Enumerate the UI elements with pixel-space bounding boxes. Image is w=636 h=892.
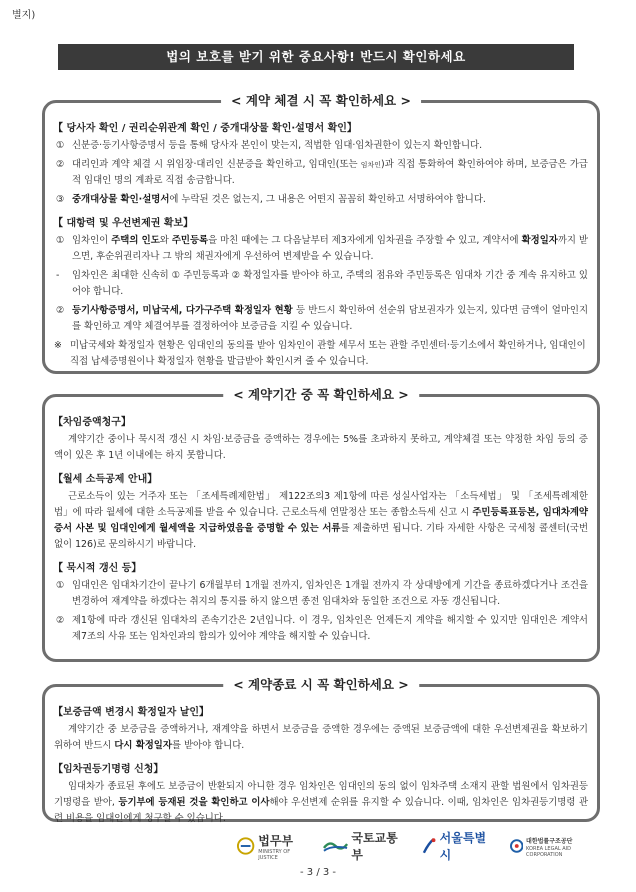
seoul-icon [421, 837, 436, 855]
subheading: 【보증금액 변경시 확정일자 날인】 [53, 707, 210, 718]
list-item [54, 613, 588, 645]
item-dash: - [56, 270, 60, 281]
list-item [54, 192, 588, 208]
list-item [54, 233, 588, 265]
paragraph: 임대차가 종료된 후에도 보증금이 반환되지 아니한 경우 임차인은 임대인의 동의 없이 임차주택 소재지 관할 법원에서 임차권등기명령을 받아, 등기부에 등재된 것을 확인하고 이사해야 우선변제 순위를 유지할 수 있습니다. 이때, 임차인은 임차권등기명령 관련 비용을 임대인에게 청구할 수 있습니다. [54, 781, 588, 824]
klac-logo: 대한법률구조공단 KOREA LEGAL AID CORPORATION [510, 835, 606, 858]
list-item [54, 138, 588, 154]
note-mark: ※ [54, 340, 62, 351]
note-text: 미납국세와 확정일자 현황은 임대인의 동의를 받아 임차인이 관할 세무서 또는 관할 주민센터·등기소에서 확인하거나, 임대인이 직접 납세증명원이나 확정일자 현황을 발급받아 확인시켜 줄 수 있습니다. [70, 340, 586, 367]
paragraph: 계약기간 중 보증금을 증액하거나, 재계약을 하면서 보증금을 증액한 경우에는 증액된 보증금액에 대한 우선변제권을 확보하기 위하여 반드시 다시 확정일자를 받아야 합니다. [54, 724, 588, 751]
page-banner: 법의 보호를 받기 위한 중요사항! 반드시 확인하세요 [58, 44, 574, 70]
logo-strip [236, 832, 606, 860]
molit-icon [323, 839, 348, 853]
page-number: - 3 / 3 - [299, 867, 337, 878]
item-number: ① [56, 580, 65, 591]
item-text: 임차인은 최대한 신속히 ① 주민등록과 ② 확정일자를 받아야 하고, 주택의 점유와 주민등록은 임대차 기간 중 계속 유지하고 있어야 합니다. [72, 270, 588, 297]
item-text: 임대인은 임대차기간이 끝나기 6개월부터 1개월 전까지, 임차인은 1개월 전까지 각 상대방에게 기간을 종료하겠다거나 조건을 변경하여 재계약을 하겠다는 취지의 통지를 하지 않으면 종전 임대차와 동일한 조건으로 자동 갱신됩니다. [72, 580, 588, 607]
subheading: 【임차권등기명령 신청】 [53, 764, 164, 775]
item-number: ② [56, 159, 65, 170]
molit-logo: 국토교통부 [323, 829, 407, 863]
annex-label: 별지) [12, 10, 36, 21]
item-number: ① [56, 235, 65, 246]
list-item [54, 303, 588, 335]
item-number: ① [56, 140, 65, 151]
section-contract-period [42, 387, 600, 662]
subheading: 【 당사자 확인 / 권리순위관계 확인 / 중개대상물 확인·설명서 확인】 [53, 123, 357, 134]
note [54, 338, 588, 370]
list-item [54, 268, 588, 300]
item-text: 중개대상물 확인·설명서에 누락된 것은 없는지, 그 내용은 어떤지 꼼꼼히 확인하고 서명하여야 합니다. [72, 194, 486, 205]
section-title: < 계약종료 시 꼭 확인하세요 > [223, 675, 419, 693]
seoul-logo: 서울특별시 [421, 829, 495, 863]
section-contract-end [42, 677, 600, 824]
ministry-of-justice-logo: 법무부 MINISTRY OF JUSTICE [236, 832, 309, 861]
paragraph: 계약기간 중이나 묵시적 갱신 시 차임·보증금을 증액하는 경우에는 5%를 초과하지 못하고, 계약체결 또는 약정한 차임 등의 증액이 있은 후 1년 이내에는 하지 못합니다. [54, 434, 588, 461]
subheading: 【차임증액청구】 [53, 417, 131, 428]
list-item [54, 578, 588, 610]
item-number: ② [56, 615, 65, 626]
list-item [54, 157, 588, 189]
subheading: 【 묵시적 갱신 등】 [53, 563, 142, 574]
klac-icon [510, 839, 524, 853]
section-contract-signing [42, 93, 600, 374]
item-text: 등기사항증명서, 미납국세, 다가구주택 확정일자 현황 등 반드시 확인하여 선순위 담보권자가 있는지, 있다면 금액이 얼마인지를 확인하고 계약 체결여부를 결정하여야 보증금을 지킬 수 있습니다. [72, 305, 589, 332]
item-text: 신분증·등기사항증명서 등을 통해 당사자 본인이 맞는지, 적법한 임대·임차권한이 있는지 확인합니다. [72, 140, 483, 151]
ministry-of-justice-icon [236, 836, 255, 856]
item-text: 대리인과 계약 체결 시 위임장·대리인 신분증을 확인하고, 임대인(또는 임차인)과 직접 통화하여 확인하여야 하며, 보증금은 가급적 임대인 명의 계좌로 직접 송금합니다. [72, 159, 588, 186]
section-title: < 계약기간 중 꼭 확인하세요 > [223, 385, 419, 403]
item-text: 제1항에 따라 갱신된 임대차의 존속기간은 2년입니다. 이 경우, 임차인은 언제든지 계약을 해지할 수 있지만 임대인은 계약서 제7조의 사유 또는 임차인과의 합의가 있어야 계약을 해지할 수 있습니다. [72, 615, 588, 642]
subheading: 【 대항력 및 우선변제권 확보】 [53, 218, 194, 229]
item-number: ③ [56, 194, 65, 205]
item-text: 임차인이 주택의 인도와 주민등록을 마친 때에는 그 다음날부터 제3자에게 임차권을 주장할 수 있고, 계약서에 확정일자까지 받으면, 후순위권리자나 그 밖의 채권자에게 우선하여 변제받을 수 있습니다. [72, 235, 588, 262]
item-number: ② [56, 305, 65, 316]
subheading: 【월세 소득공제 안내】 [53, 474, 158, 485]
paragraph: 근로소득이 있는 거주자 또는 「조세특례제한법」 제122조의3 제1항에 따른 성실사업자는 「소득세법」 및 「조세특례제한법」에 따라 월세에 대한 소득공제를 받을 수 있습니다. 근로소득세 연말정산 또는 종합소득세 신고 시 주민등록표등본, 임대차계약증서 사본 및 임대인에게 월세액을 지급하였음을 증명할 수 있는 서류를 제출하면 됩니다. 기타 자세한 사항은 국세청 콜센터(국번 없이 126)로 문의하시기 바랍니다. [54, 491, 588, 550]
section-title: < 계약 체결 시 꼭 확인하세요 > [221, 91, 421, 109]
